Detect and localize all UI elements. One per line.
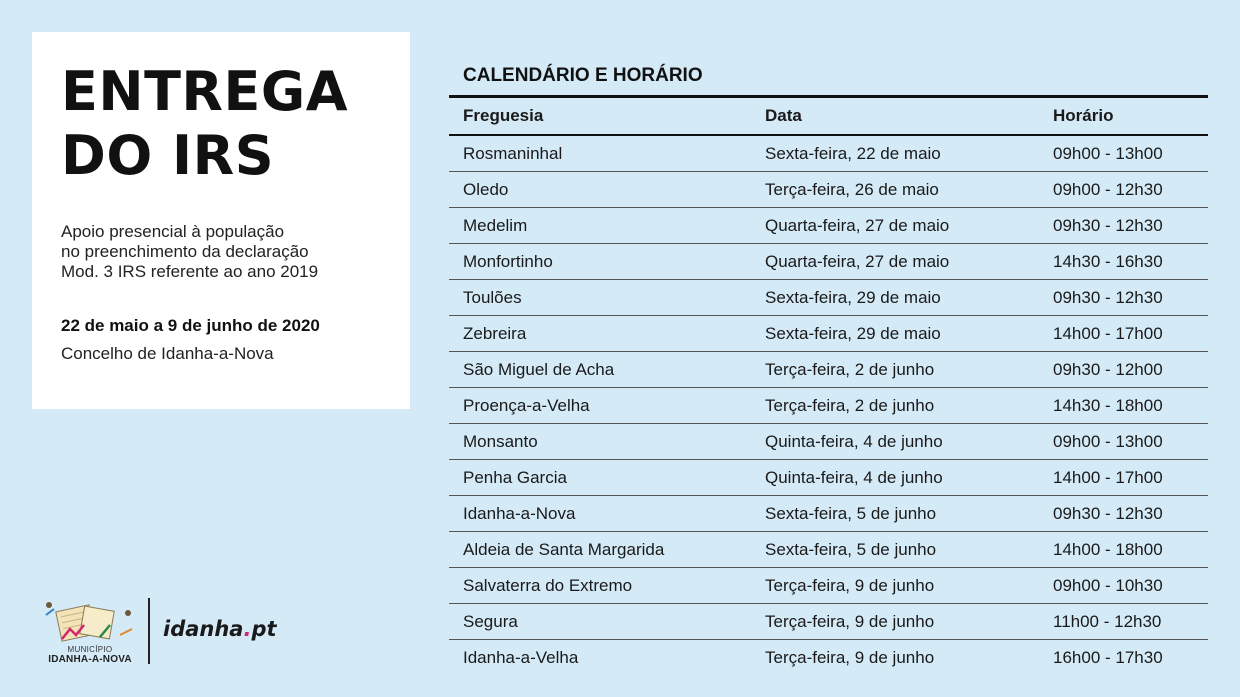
cell-horario: 09h00 - 13h00 [1053, 143, 1163, 163]
table-row [449, 640, 1208, 675]
column-header-horario: Horário [1053, 106, 1114, 125]
logo-caption-big: IDANHA-A-NOVA [48, 654, 132, 665]
footer-divider [148, 598, 150, 664]
municipality-logo [40, 595, 140, 665]
table-row [449, 316, 1208, 352]
schedule-table [449, 62, 1208, 675]
table-row [449, 496, 1208, 532]
site-dot: . [243, 617, 252, 641]
cell-freguesia: Segura [463, 611, 518, 631]
cell-horario: 09h00 - 13h00 [1053, 431, 1163, 451]
cell-freguesia: Idanha-a-Velha [463, 647, 579, 667]
cell-freguesia: Aldeia de Santa Margarida [463, 539, 665, 559]
cell-data: Terça-feira, 26 de maio [765, 179, 939, 199]
location: Concelho de Idanha-a-Nova [61, 344, 274, 363]
cell-horario: 09h00 - 10h30 [1053, 575, 1163, 595]
cell-horario: 09h30 - 12h00 [1053, 359, 1163, 379]
cell-data: Quarta-feira, 27 de maio [765, 251, 950, 271]
cell-horario: 14h30 - 16h30 [1053, 251, 1163, 271]
cell-freguesia: Idanha-a-Nova [463, 503, 576, 523]
cell-data: Sexta-feira, 5 de junho [765, 503, 937, 523]
table-row [449, 604, 1208, 640]
table-row [449, 532, 1208, 568]
description [61, 222, 391, 282]
cell-horario: 09h30 - 12h30 [1053, 503, 1163, 523]
table-header [449, 95, 1208, 136]
cell-data: Quinta-feira, 4 de junho [765, 467, 943, 487]
table-row [449, 244, 1208, 280]
cell-data: Terça-feira, 9 de junho [765, 611, 935, 631]
cell-data: Sexta-feira, 5 de junho [765, 539, 937, 559]
column-header-freguesia: Freguesia [463, 106, 544, 125]
cell-data: Sexta-feira, 29 de maio [765, 287, 941, 307]
cell-data: Terça-feira, 9 de junho [765, 647, 935, 667]
cell-horario: 11h00 - 12h30 [1053, 611, 1162, 631]
cell-freguesia: Toulões [463, 287, 522, 307]
cell-horario: 14h00 - 17h00 [1053, 323, 1163, 343]
title-line-2: DO IRS [61, 124, 275, 187]
schedule-title: CALENDÁRIO E HORÁRIO [463, 65, 703, 86]
cell-data: Quarta-feira, 27 de maio [765, 215, 950, 235]
table-row [449, 136, 1208, 172]
table-row [449, 208, 1208, 244]
cell-horario: 09h30 - 12h30 [1053, 215, 1163, 235]
table-row [449, 280, 1208, 316]
cell-data: Sexta-feira, 22 de maio [765, 143, 941, 163]
date-range: 22 de maio a 9 de junho de 2020 [61, 316, 320, 335]
table-row [449, 460, 1208, 496]
cell-freguesia: Rosmaninhal [463, 143, 563, 163]
cell-data: Terça-feira, 9 de junho [765, 575, 935, 595]
cell-horario: 14h00 - 18h00 [1053, 539, 1163, 559]
cell-data: Quinta-feira, 4 de junho [765, 431, 943, 451]
column-header-data: Data [765, 106, 802, 125]
cell-freguesia: Proença-a-Velha [463, 395, 590, 415]
cell-freguesia: Monfortinho [463, 251, 553, 271]
cell-horario: 16h00 - 17h30 [1053, 647, 1163, 667]
title-line-1: ENTREGA [61, 60, 348, 123]
table-row [449, 352, 1208, 388]
description-line: Apoio presencial à população [61, 222, 285, 241]
table-row [449, 388, 1208, 424]
site-name: idanha [163, 617, 244, 641]
cell-horario: 09h30 - 12h30 [1053, 287, 1163, 307]
cell-freguesia: Penha Garcia [463, 467, 567, 487]
logo-caption-small: MUNICÍPIO [67, 645, 113, 654]
description-line: Mod. 3 IRS referente ao ano 2019 [61, 262, 319, 281]
page-title [61, 60, 348, 188]
cell-horario: 14h30 - 18h00 [1053, 395, 1163, 415]
info-card [32, 32, 410, 409]
description-line: no preenchimento da declaração [61, 242, 309, 261]
site-tld: pt [251, 617, 277, 641]
logo-emblem-icon [40, 595, 140, 647]
cell-data: Terça-feira, 2 de junho [765, 359, 935, 379]
table-body [449, 136, 1208, 675]
cell-freguesia: Medelim [463, 215, 528, 235]
table-row [449, 568, 1208, 604]
cell-horario: 09h00 - 12h30 [1053, 179, 1163, 199]
cell-data: Sexta-feira, 29 de maio [765, 323, 941, 343]
table-row [449, 172, 1208, 208]
cell-freguesia: Zebreira [463, 323, 527, 343]
cell-freguesia: Monsanto [463, 431, 538, 451]
cell-freguesia: Oledo [463, 179, 509, 199]
cell-freguesia: São Miguel de Acha [463, 359, 615, 379]
cell-data: Terça-feira, 2 de junho [765, 395, 935, 415]
cell-freguesia: Salvaterra do Extremo [463, 575, 633, 595]
website-link[interactable] [163, 617, 277, 641]
cell-horario: 14h00 - 17h00 [1053, 467, 1163, 487]
table-row [449, 424, 1208, 460]
